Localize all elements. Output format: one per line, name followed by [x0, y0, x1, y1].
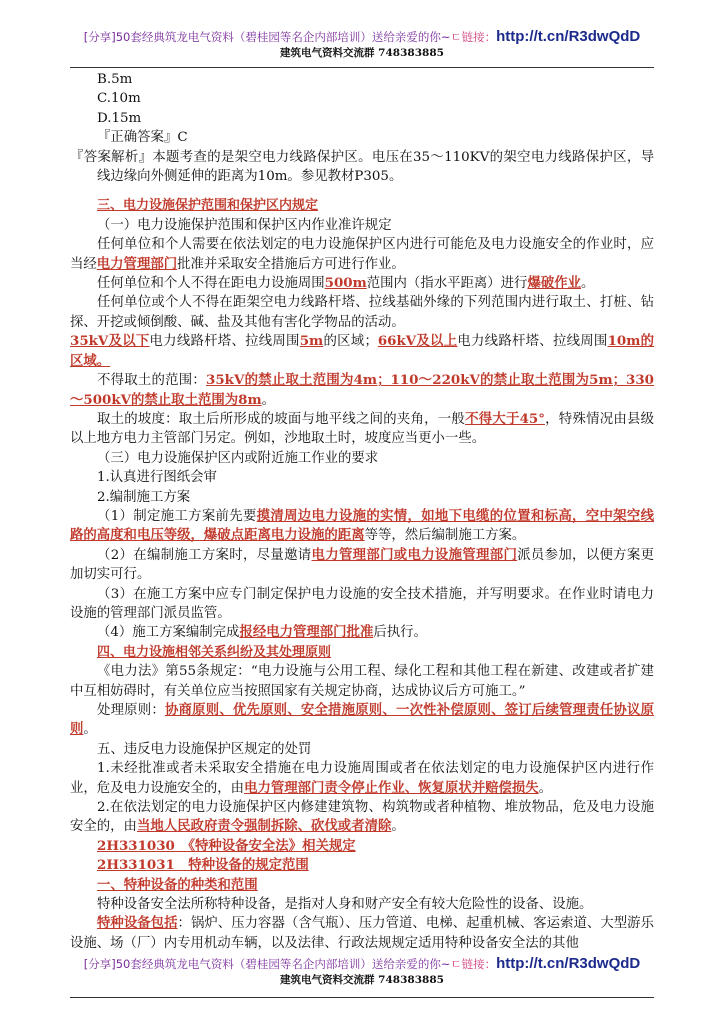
document-body [70, 70, 654, 953]
header-ad-url[interactable]: http://t.cn/R3dwQdD [496, 28, 641, 45]
step-1: （1）制定施工方案前先要摸清周边电力设施的实情，如地下电缆的位置和标高，空中架空线路的高度和电压等级，爆破点距离电力设施的距离等等，然后编制施工方案。 [70, 507, 654, 544]
footer-banner [0, 955, 724, 987]
correct-answer: 『正确答案』C [97, 130, 188, 146]
law-quote: 《电力法》第55条规定：“电力设施与公用工程、绿化工程和其他工程在新建、改建或者扩建中互相妨碍时，有关单位应当按照国家有关规定协商，达成协议后方可施工。” [70, 664, 654, 699]
footer-ad-line [0, 955, 724, 972]
section-3-title: 三、电力设施保护范围和保护区内规定 [97, 198, 319, 214]
header-divider [70, 67, 654, 68]
footer-link-label: ㄷ链接： [450, 957, 497, 971]
section-5-title: 五、违反电力设施保护区规定的处罚 [97, 741, 312, 757]
footer-ad-url[interactable]: http://t.cn/R3dwQdD [496, 955, 641, 972]
header-group: 建筑电气资料交流群 748383885 [280, 47, 444, 59]
heading-2h331030: 2H331030 《特种设备安全法》相关规定 [97, 837, 356, 854]
option-c: C.10m [97, 91, 141, 107]
heading-2h331031: 2H331031 特种设备的规定范围 [97, 857, 309, 874]
subsection-3-title: （三）电力设施保护区内或附近施工作业的要求 [97, 450, 379, 466]
footer-divider [70, 997, 654, 998]
violation-2: 2.在依法划定的电力设施保护区内修建建筑物、构筑物或者种植物、堆放物品，危及电力设施安全的，由当地人民政府责令强制拆除、砍伐或者清除。 [70, 800, 654, 835]
violation-1: 1.未经批准或者未采取安全措施在电力设施周围或者在依法划定的电力设施保护区内进行作业，危及电力设施安全的，由电力管理部门责令停止作业、恢复原状并赔偿损失。 [70, 761, 654, 796]
header-ad-line [0, 28, 724, 45]
step-3: （3）在施工方案中应专门制定保护电力设施的安全技术措施，并写明要求。在作业时请电力设施的管理部门派员监管。 [70, 586, 654, 621]
option-b: B.5m [97, 72, 133, 87]
step-2: （2）在编制施工方案时，尽量邀请电力管理部门或电力设施管理部门派员参加，以便方案更加切实可行。 [70, 546, 654, 583]
paragraph-tower-range: 35kV及以下电力线路杆塔、拉线周围5m的区域；66kV及以上电力线路杆塔、拉线周围10m的区域。 [70, 333, 655, 369]
handling-principles: 处理原则：协商原则、优先原则、安全措施原则、一次性补偿原则、签订后续管理责任协议原则。 [70, 702, 654, 738]
subsection-1-title: （一）电力设施保护范围和保护区内作业准许规定 [97, 217, 392, 233]
header-ad-text: [分享]50套经典筑龙电气资料（碧桂园等名企内部培训）送给亲爱的你~ [83, 30, 451, 44]
footer-group: 建筑电气资料交流群 748383885 [280, 974, 444, 986]
footer-ad-text: [分享]50套经典筑龙电气资料（碧桂园等名企内部培训）送给亲爱的你~ [83, 957, 451, 971]
header-link-label: ㄷ链接： [450, 30, 497, 44]
step-4: （4）施工方案编制完成报经电力管理部门批准后执行。 [97, 624, 427, 641]
paragraph-approval: 任何单位和个人需要在依法划定的电力设施保护区内进行可能危及电力设施安全的作业时，应当经电力管理部门批准并采取安全措施后方可进行作业。 [70, 237, 654, 272]
paragraph-slope: 取土的坡度：取土后所形成的坡面与地平线之间的夹角，一般不得大于45°，特殊情况由县级以上地方电力主管部门另定。例如，沙地取土时，坡度应当更小一些。 [70, 410, 654, 447]
equipment-definition: 特种设备安全法所称特种设备，是指对人身和财产安全有较大危险性的设备、设施。 [97, 897, 593, 913]
item-1: 1.认真进行图纸会审 [97, 470, 217, 486]
answer-analysis: 『答案解析』本题考查的是架空电力线路保护区。电压在35～110KV的架空电力线路保护区，导线边缘向外侧延伸的距离为10m。参见教材P305。 [70, 149, 654, 185]
item-2: 2.编制施工方案 [97, 489, 191, 505]
header-banner [0, 28, 724, 60]
paragraph-no-soil-range: 不得取土的范围：35kV的禁止取土范围为4m；110～220kV的禁止取土范围为5m；330～500kV的禁止取土范围为8m。 [70, 372, 655, 408]
paragraph-blasting: 任何单位和个人不得在距电力设施周围500m范围内（指水平距离）进行爆破作业。 [97, 275, 595, 292]
option-d: D.15m [97, 110, 142, 126]
heading-equipment-types: 一、特种设备的种类和范围 [97, 876, 258, 893]
section-4-title: 四、电力设施相邻关系纠纷及其处理原则 [97, 644, 332, 660]
equipment-includes: 特种设备包括：锅炉、压力容器（含气瓶）、压力管道、电梯、起重机械、客运索道、大型游乐设施、场（厂）内专用机动车辆，以及法律、行政法规规定适用特种设备安全法的其他 [70, 915, 654, 951]
paragraph-excavation: 任何单位或个人不得在距架空电力线路杆塔、拉线基础外缘的下列范围内进行取土、打桩、钻探、开挖或倾倒酸、碱、盐及其他有害化学物品的活动。 [70, 295, 654, 330]
